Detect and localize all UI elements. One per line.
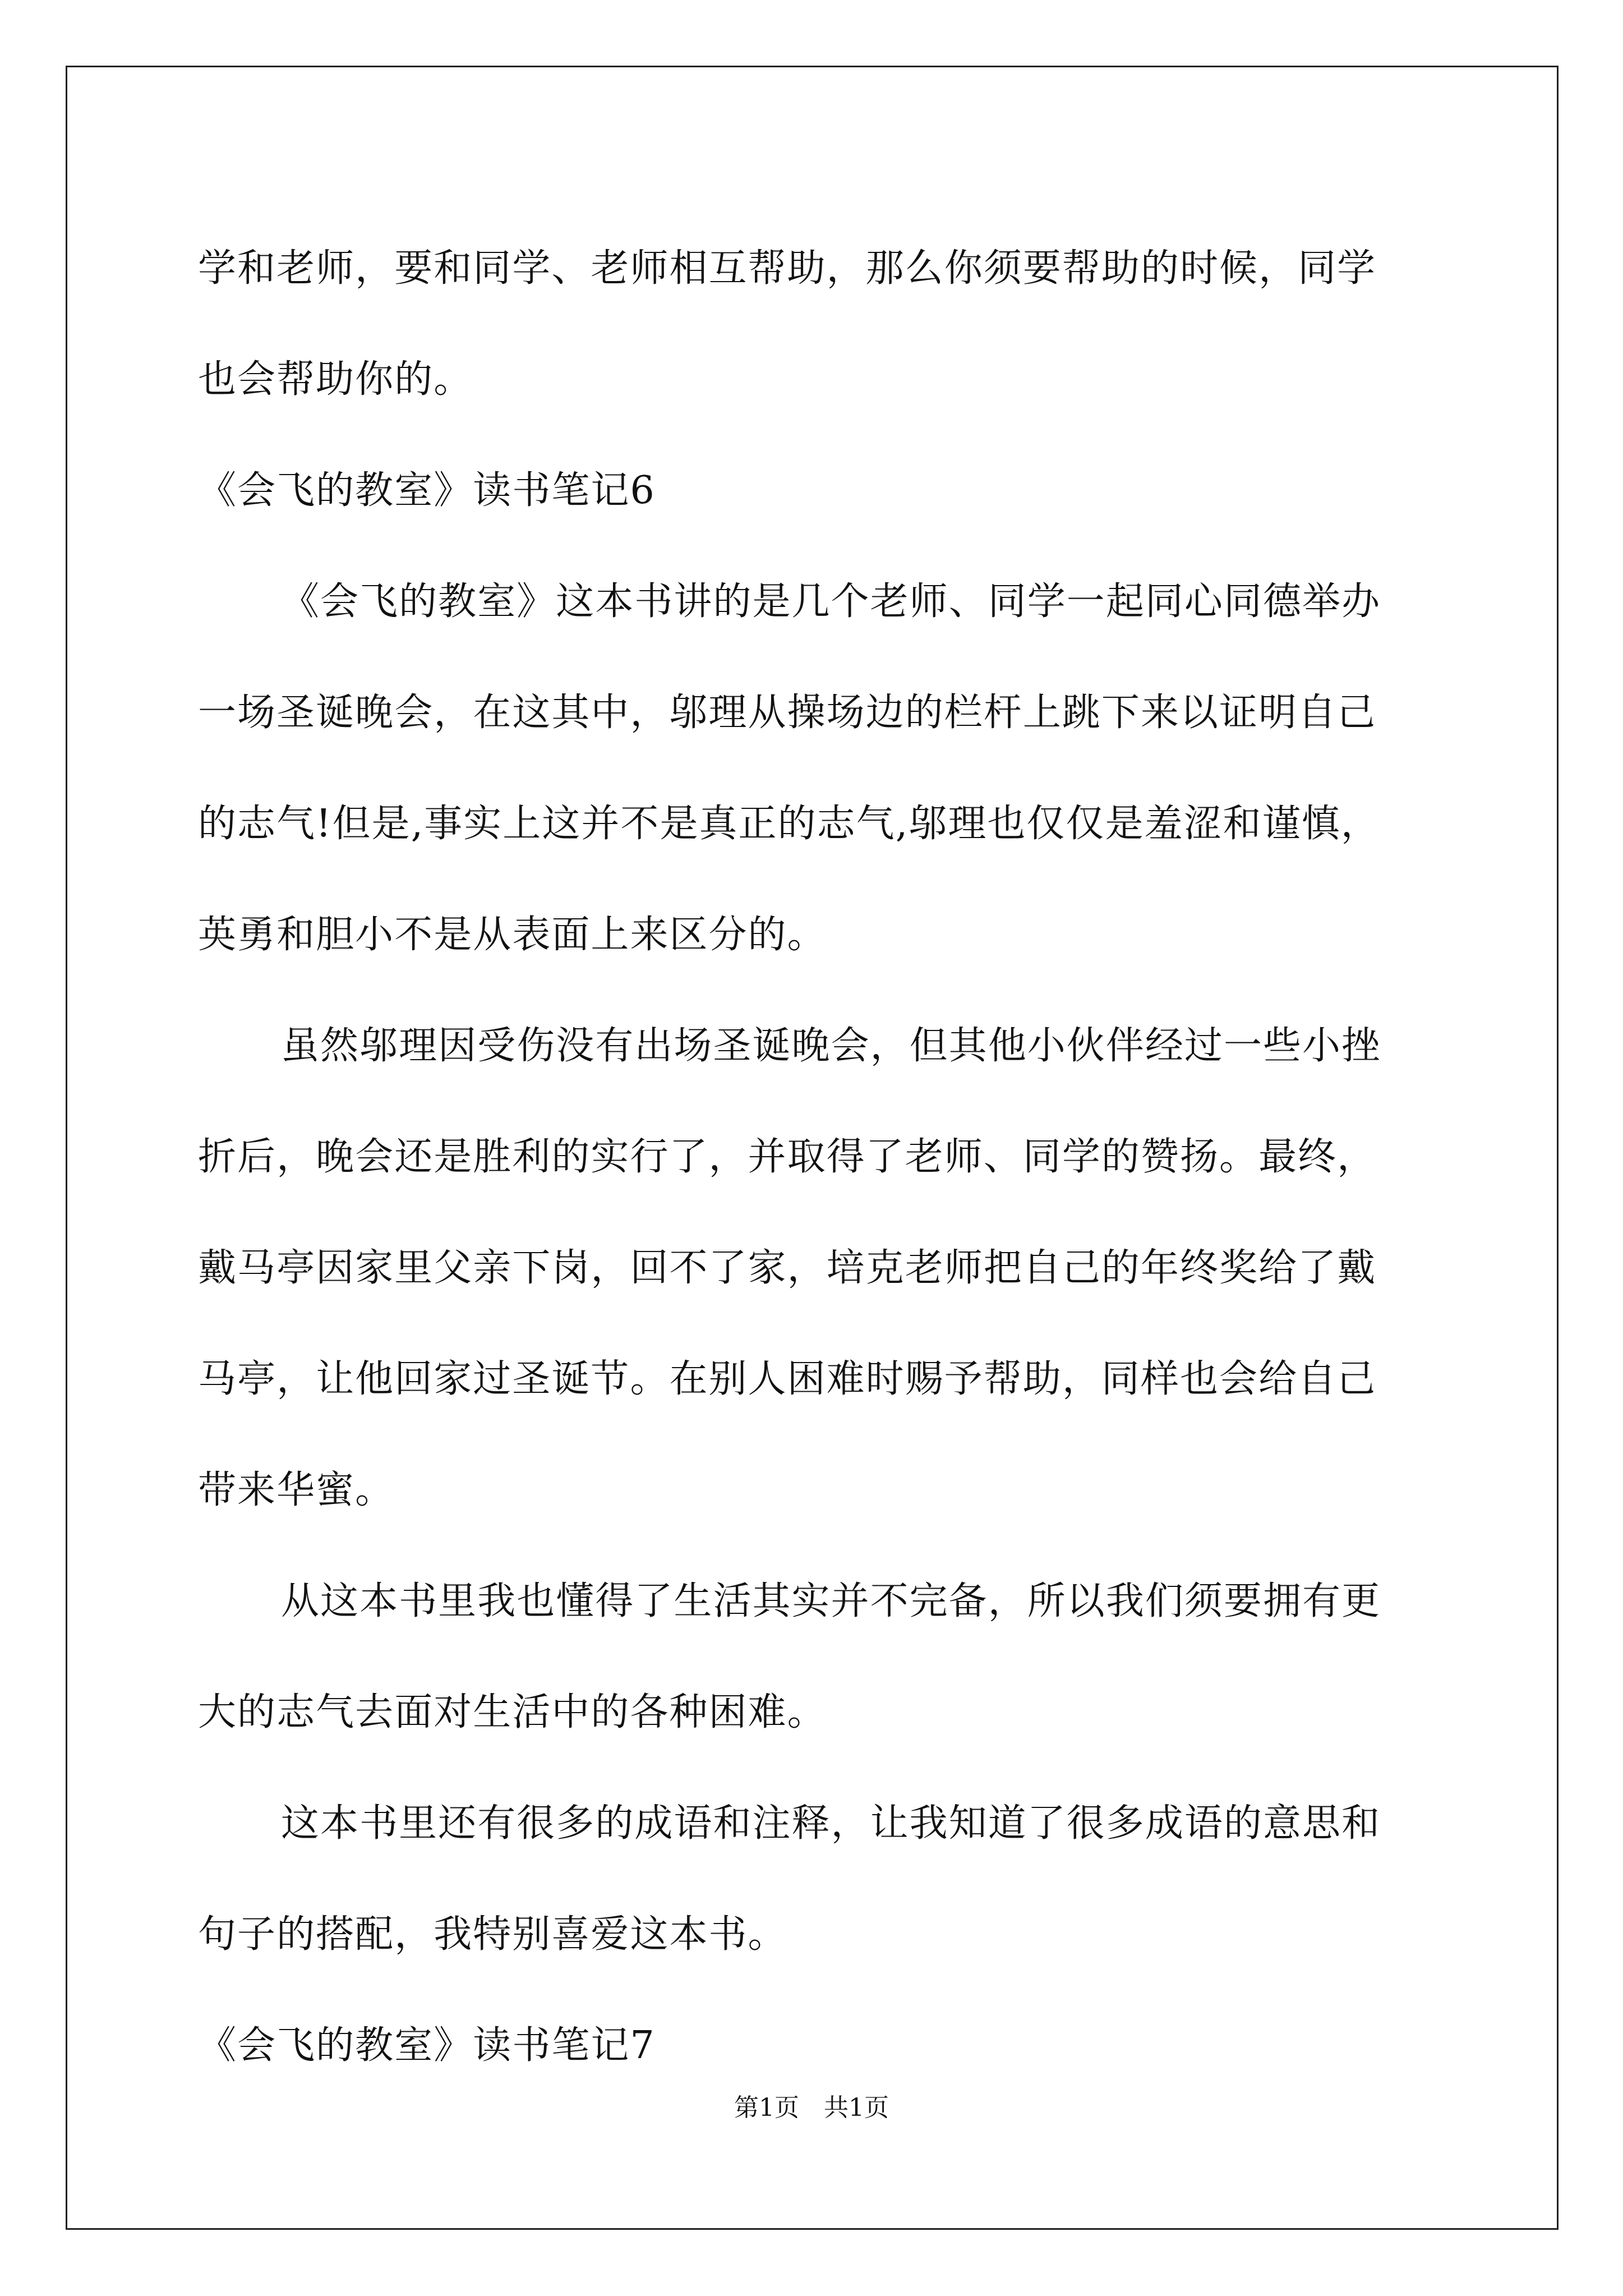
text-line: 的志气!但是,事实上这并不是真正的志气,邬理也仅仅是羞涩和谨慎， — [198, 802, 1380, 846]
text-line: 马亭，让他回家过圣诞节。在别人困难时赐予帮助，同样也会给自己 — [198, 1357, 1377, 1401]
text-line: 戴马亭因家里父亲下岗，回不了家，培克老师把自己的年终奖给了戴 — [198, 1246, 1377, 1290]
text-line: 虽然邬理因受伤没有出场圣诞晚会，但其他小伙伴经过一些小挫 — [281, 1024, 1381, 1068]
text-line: 《会飞的教室》这本书讲的是几个老师、同学一起同心同德举办 — [281, 579, 1381, 624]
text-line: 英勇和胆小不是从表面上来区分的。 — [198, 913, 827, 957]
page-footer: 第1页 共1页 — [734, 2093, 889, 2122]
text-line: 大的志气去面对生活中的各种困难。 — [198, 1690, 827, 1734]
text-line: 也会帮助你的。 — [198, 357, 473, 402]
section-heading: 《会飞的教室》读书笔记7 — [198, 2023, 656, 2068]
text-line: 这本书里还有很多的成语和注释，让我知道了很多成语的意思和 — [281, 1801, 1381, 1846]
text-line: 带来华蜜。 — [198, 1468, 395, 1512]
document-body — [198, 213, 1426, 2101]
text-line: 从这本书里我也懂得了生活其实并不完备，所以我们须要拥有更 — [281, 1579, 1381, 1623]
text-line: 一场圣诞晚会，在这其中，邬理从操场边的栏杆上跳下来以证明自己 — [198, 691, 1377, 735]
text-line: 折后，晚会还是胜利的实行了，并取得了老师、同学的赞扬。最终， — [198, 1135, 1377, 1179]
section-heading: 《会飞的教室》读书笔记6 — [198, 468, 656, 513]
text-line: 句子的搭配，我特别喜爱这本书。 — [198, 1912, 787, 1957]
text-line: 学和老师，要和同学、老师相互帮助，那么你须要帮助的时候，同学 — [198, 246, 1377, 291]
